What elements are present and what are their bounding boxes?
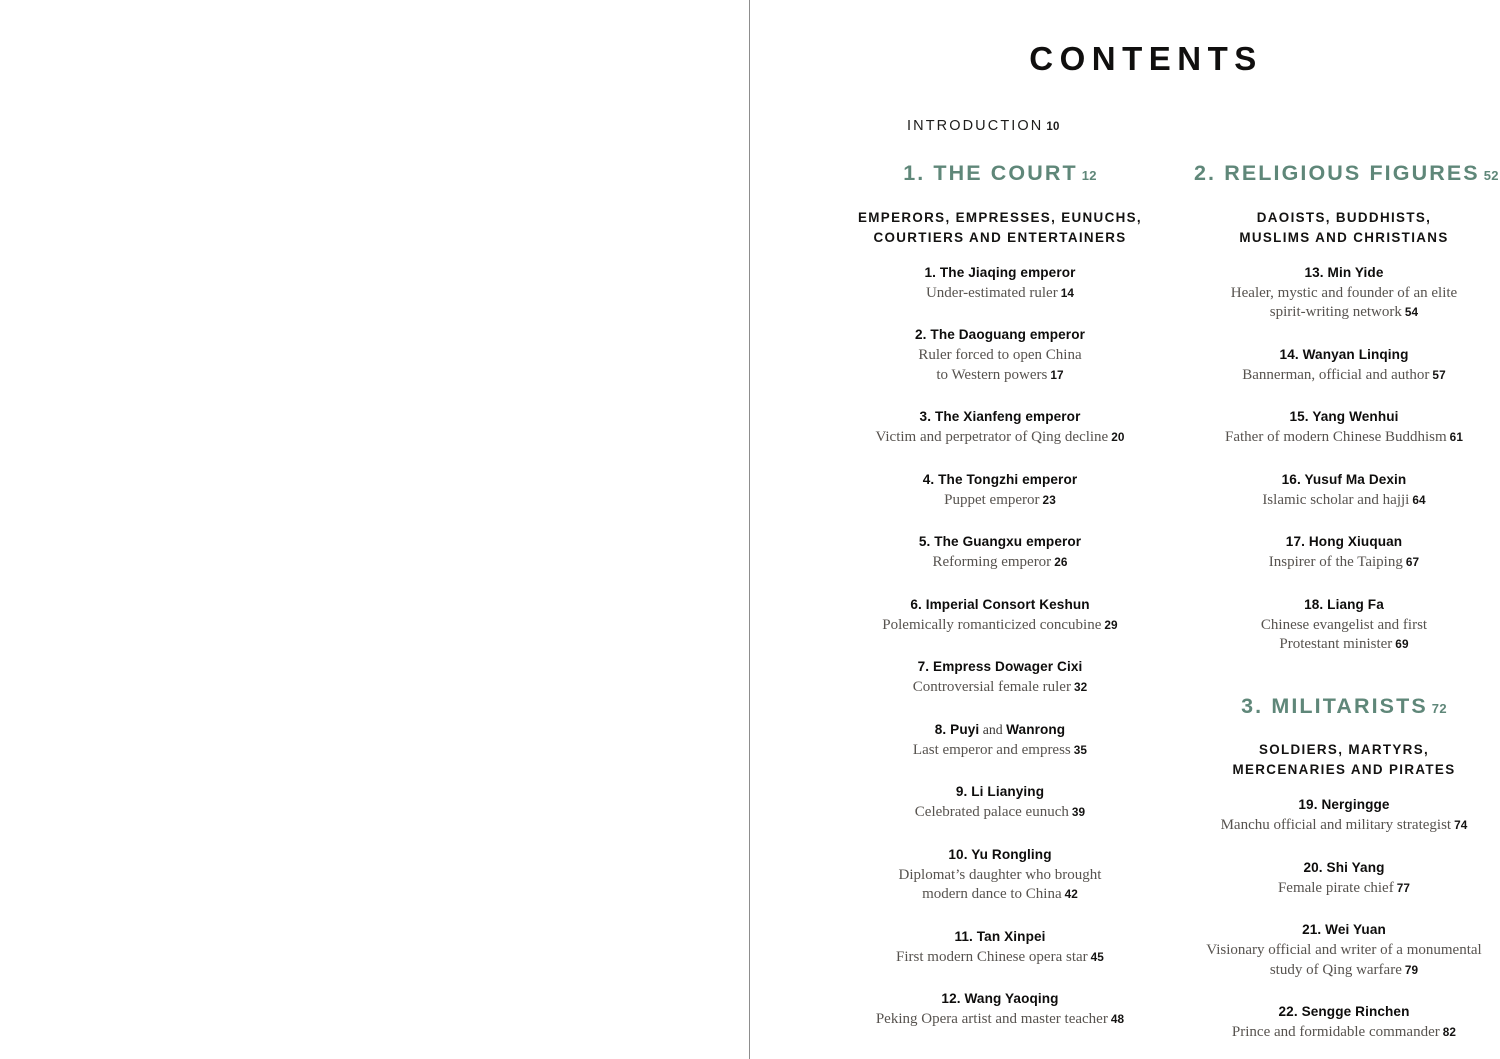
contents-entry[interactable] [850,989,1150,1030]
contents-entry[interactable] [850,720,1150,761]
contents-entry[interactable] [850,657,1150,698]
entry-page-number: 61 [1449,430,1463,445]
entry-page-number: 77 [1396,880,1411,895]
entry-page-number: 35 [1073,742,1088,757]
section-heading-page-number: 12 [1081,168,1097,183]
entry-title: 6. Imperial Consort Keshun [910,596,1090,612]
section-block [1194,695,1494,1043]
entry-title: 22. Sengge Rinchen [1278,1004,1410,1020]
contents-entry[interactable] [1194,407,1494,448]
entry-description [1194,552,1494,573]
entry-description-line: Manchu official and military strategist [1220,817,1452,834]
entry-description-line: Female pirate chief [1277,879,1394,896]
entry-description [850,947,1150,968]
entry-description [850,865,1150,905]
entry-description-line: Inspirer of the Taiping [1268,554,1403,571]
entry-description-line: First modern Chinese opera star [896,948,1088,965]
introduction-label: INTRODUCTION [907,118,1044,134]
entry-page-number: 29 [1104,617,1118,632]
entry-title: 15. Yang Wenhui [1289,409,1399,425]
entry-page-number: 20 [1111,430,1125,445]
entry-description [850,345,1150,385]
entry-title: 18. Liang Fa [1304,596,1384,612]
entry-description-line: Diplomat’s daughter who brought [898,866,1102,883]
entry-description-line: spirit-writing network [1269,304,1402,321]
section-heading-label: 3. MILITARISTS [1241,693,1428,718]
entry-description [1194,940,1494,980]
entry-list [1194,780,1494,1043]
contents-entry[interactable] [1194,345,1494,386]
entry-description [1194,283,1494,323]
section-heading [1194,161,1499,186]
entry-page-number: 48 [1110,1012,1125,1027]
entry-title: 21. Wei Yuan [1302,922,1386,938]
section-subtitle-line: MERCENARIES AND PIRATES [1232,762,1456,778]
page-title: CONTENTS [1029,40,1263,77]
section-subtitle-line: DAOISTS, BUDDHISTS, [1256,209,1432,225]
entry-description-line: Bannerman, official and author [1242,366,1430,383]
entry-page-number: 26 [1054,555,1068,570]
entry-description [1194,615,1494,655]
entry-page-number: 79 [1404,962,1419,977]
entry-description-line: Under-estimated ruler [925,284,1058,301]
section-block [1194,161,1499,655]
entry-description-line: Last emperor and empress [912,741,1071,758]
entry-description [850,427,1150,448]
entry-description [850,615,1150,636]
section-subtitle [1194,186,1494,248]
entry-title: 13. Min Yide [1304,264,1384,280]
contents-entry[interactable] [850,782,1150,823]
entry-page-number: 42 [1064,887,1078,902]
contents-columns [750,134,1500,1043]
entry-title: 3. The Xianfeng emperor [919,409,1081,425]
entry-title: 20. Shi Yang [1303,859,1385,875]
contents-entry[interactable] [1194,532,1494,573]
contents-entry[interactable] [850,407,1150,448]
contents-entry[interactable] [850,263,1150,304]
entry-description [850,1009,1150,1030]
entry-page-number: 74 [1454,818,1468,833]
section-subtitle [1194,718,1494,780]
entry-description-line: Ruler forced to open China [918,347,1082,364]
entry-description-line: Puppet emperor [944,491,1040,508]
entry-description-line: Islamic scholar and hajji [1262,491,1410,508]
entry-page-number: 67 [1405,555,1420,570]
entry-description-line: Prince and formidable commander [1231,1024,1440,1041]
section-block [850,162,1150,1030]
entry-title: 11. Tan Xinpei [954,928,1046,944]
entry-title: 5. The Guangxu emperor [918,534,1082,550]
contents-page [750,0,1500,1059]
entry-description [850,552,1150,573]
section-heading-label: 2. RELIGIOUS FIGURES [1194,161,1480,185]
section-subtitle-line: SOLDIERS, MARTYRS, [1258,742,1430,758]
contents-entry[interactable] [1194,263,1494,323]
section-heading [1194,695,1494,719]
entry-description [850,490,1150,511]
entry-title-name-secondary: Wanrong [1006,721,1066,737]
entry-title: 16. Yusuf Ma Dexin [1281,471,1407,487]
left-blank-page [0,0,749,1059]
entry-description [1194,365,1494,386]
contents-entry[interactable] [850,532,1150,573]
entry-title: 17. Hong Xiuquan [1285,534,1403,550]
entry-description [1194,815,1494,836]
entry-description-line: Polemically romanticized concubine [882,616,1102,633]
entry-title [850,720,1150,740]
entry-description [850,740,1150,761]
entry-page-number: 17 [1050,367,1064,382]
section-subtitle [850,186,1150,248]
entry-page-number: 45 [1090,949,1104,964]
contents-column-2 [1194,161,1499,1043]
contents-entry[interactable] [850,470,1150,511]
entry-page-number: 69 [1395,637,1409,652]
entry-description-line: Peking Opera artist and master teacher [875,1011,1108,1028]
entry-description-line: Father of modern Chinese Buddhism [1225,429,1447,446]
section-subtitle-line: COURTIERS AND ENTERTAINERS [873,229,1127,245]
entry-description-line: study of Qing warfare [1269,961,1402,978]
entry-description [850,677,1150,698]
contents-entry[interactable] [1194,858,1494,899]
entry-title: 12. Wang Yaoqing [941,991,1059,1007]
entry-description-line: Controversial female ruler [912,679,1071,696]
entry-page-number: 14 [1060,285,1075,300]
entry-description-line: to Western powers [936,366,1048,383]
entry-title: 9. Li Lianying [955,784,1045,800]
entry-list [850,248,1150,1030]
entry-description-line: Reforming emperor [932,554,1052,571]
entry-title: 4. The Tongzhi emperor [922,471,1078,487]
entry-title-conjunction: and [979,721,1007,737]
contents-entry[interactable] [1194,795,1494,836]
contents-entry[interactable] [1194,1002,1494,1043]
introduction-entry [750,75,1500,134]
entry-title-name-primary: 8. Puyi [934,721,980,737]
entry-page-number: 39 [1071,805,1086,820]
entry-page-number: 54 [1404,305,1419,320]
entry-title: 10. Yu Rongling [948,846,1052,862]
section-heading-label: 1. THE COURT [903,161,1078,185]
entry-description-line: Visionary official and writer of a monumental [1206,942,1482,959]
entry-description [1194,427,1494,448]
entry-page-number: 64 [1412,492,1426,507]
entry-description-line: modern dance to China [922,886,1062,903]
contents-entry[interactable] [1194,470,1494,511]
section-heading-page-number: 72 [1431,700,1447,716]
section-subtitle-line: MUSLIMS AND CHRISTIANS [1239,229,1449,245]
entry-description-line: Healer, mystic and founder of an elite [1230,284,1458,301]
introduction-page-number: 10 [1046,121,1060,133]
entry-list [1194,248,1494,655]
entry-description [850,283,1150,304]
entry-description-line: Victim and perpetrator of Qing decline [875,429,1109,446]
entry-page-number: 32 [1073,680,1088,695]
section-heading-page-number: 52 [1483,168,1499,183]
contents-entry[interactable] [850,845,1150,905]
entry-description [850,802,1150,823]
contents-entry[interactable] [850,325,1150,385]
entry-title: 7. Empress Dowager Cixi [917,659,1083,675]
entry-page-number: 57 [1432,367,1446,382]
entry-description-line: Chinese evangelist and first [1260,616,1428,633]
contents-entry[interactable] [1194,920,1494,980]
entry-title: 1. The Jiaqing emperor [924,264,1076,280]
contents-entry[interactable] [850,595,1150,636]
section-subtitle-line: EMPERORS, EMPRESSES, EUNUCHS, [858,209,1142,225]
section-heading [850,162,1150,186]
contents-entry[interactable] [850,927,1150,968]
entry-description [1194,490,1494,511]
entry-description-line: Celebrated palace eunuch [914,804,1069,821]
entry-page-number: 23 [1042,492,1056,507]
entry-title: 2. The Daoguang emperor [915,327,1085,343]
entry-description [1194,1022,1494,1043]
contents-entry[interactable] [1194,595,1494,655]
entry-title: 19. Nergingge [1298,797,1390,813]
entry-description-line: Protestant minister [1279,636,1393,653]
entry-description [1194,878,1494,899]
entry-page-number: 82 [1442,1025,1457,1040]
entry-title: 14. Wanyan Linqing [1279,346,1409,362]
contents-column-1 [850,162,1150,1043]
